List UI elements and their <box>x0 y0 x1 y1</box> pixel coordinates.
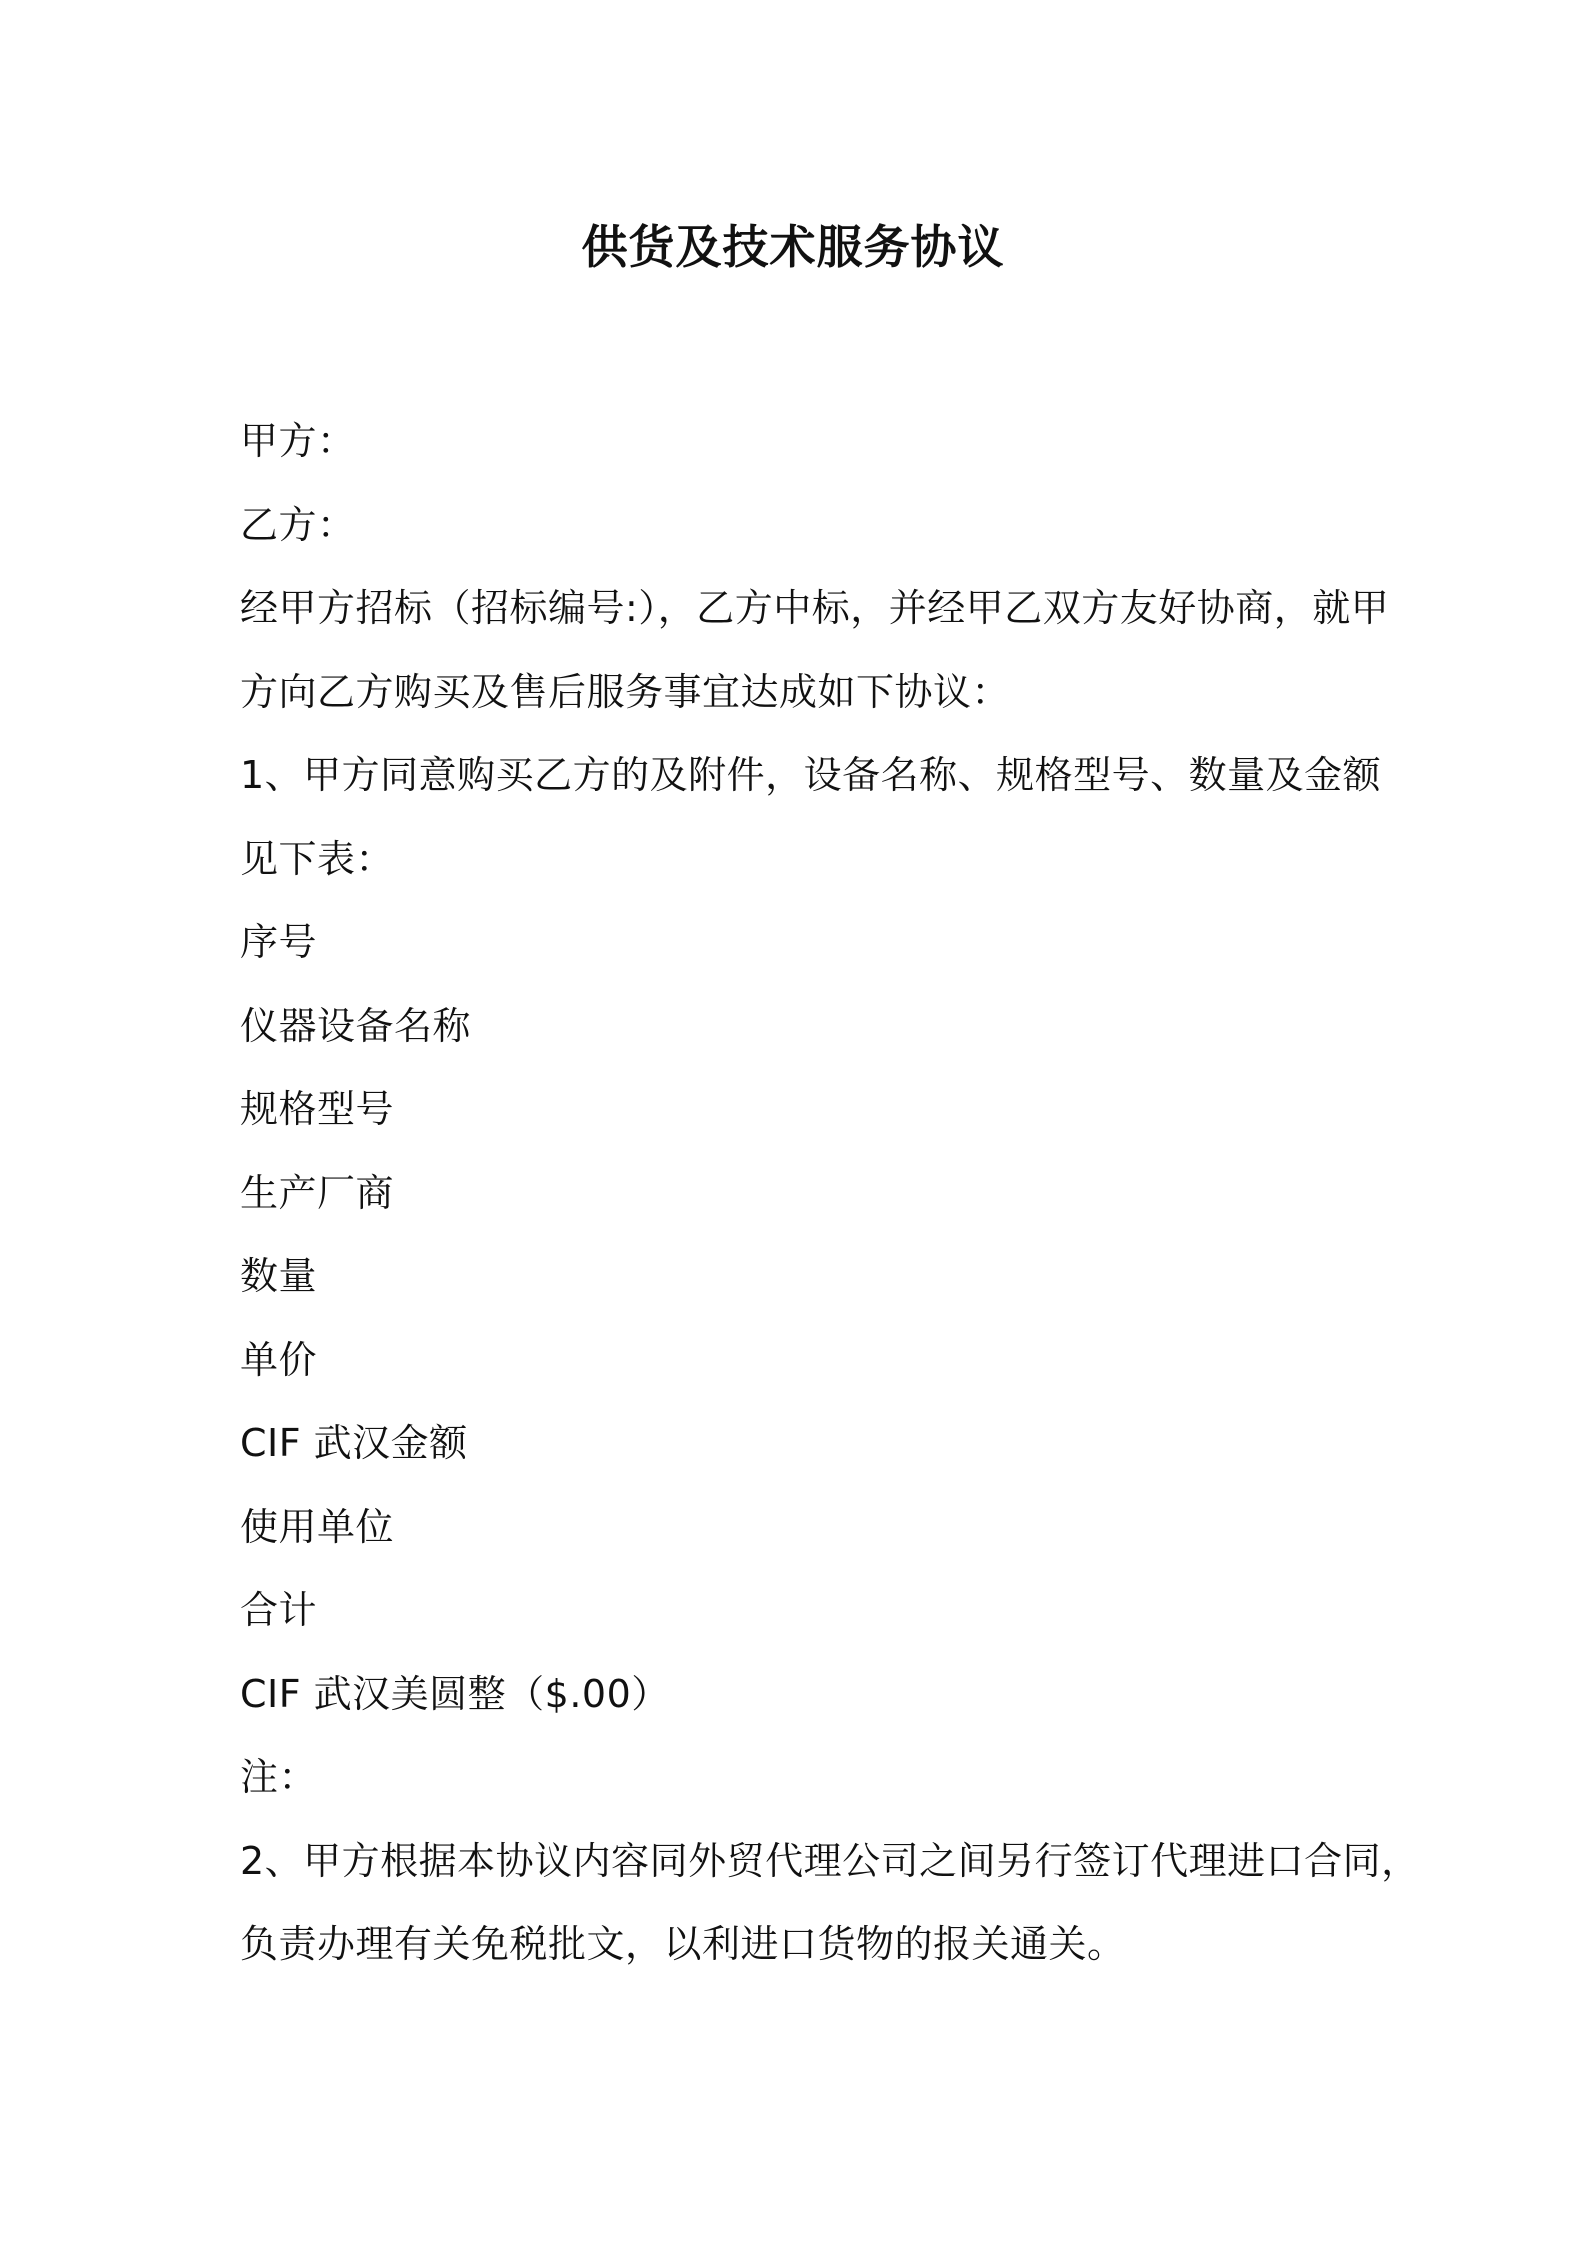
table-field-cif-amount: CIF 武汉金额 <box>240 1421 468 1465</box>
table-total-label: 合计 <box>240 1588 318 1632</box>
table-field-serial-number: 序号 <box>240 920 318 964</box>
table-field-quantity: 数量 <box>240 1254 318 1298</box>
table-field-manufacturer: 生产厂商 <box>240 1170 395 1215</box>
clause-1-line-2: 见下表： <box>240 836 395 881</box>
document-title: 供货及技术服务协议 <box>581 220 1005 274</box>
table-field-unit-price: 单价 <box>240 1337 318 1382</box>
party-b-line: 乙方： <box>240 502 356 547</box>
table-field-model: 规格型号 <box>240 1087 395 1131</box>
clause-1-line-1: 1、甲方同意购买乙方的及附件，设备名称、规格型号、数量及金额 <box>240 753 1382 797</box>
clause-2-line-1: 2、甲方根据本协议内容同外贸代理公司之间另行签订代理进口合同， <box>240 1838 1420 1883</box>
table-field-user-unit: 使用单位 <box>240 1504 395 1549</box>
note-label: 注： <box>240 1755 318 1799</box>
intro-paragraph-line-1: 经甲方招标（招标编号:），乙方中标，并经甲乙双方友好协商，就甲 <box>240 586 1390 630</box>
clause-2-line-2: 负责办理有关免税批文，以利进口货物的报关通关。 <box>240 1922 1126 1966</box>
table-field-equipment-name: 仪器设备名称 <box>240 1003 472 1048</box>
table-total-amount: CIF 武汉美圆整（$.00） <box>240 1671 670 1716</box>
intro-paragraph-line-2: 方向乙方购买及售后服务事宜达成如下协议： <box>240 669 1011 714</box>
party-a-line: 甲方： <box>240 419 356 463</box>
document-body <box>240 400 1420 1987</box>
